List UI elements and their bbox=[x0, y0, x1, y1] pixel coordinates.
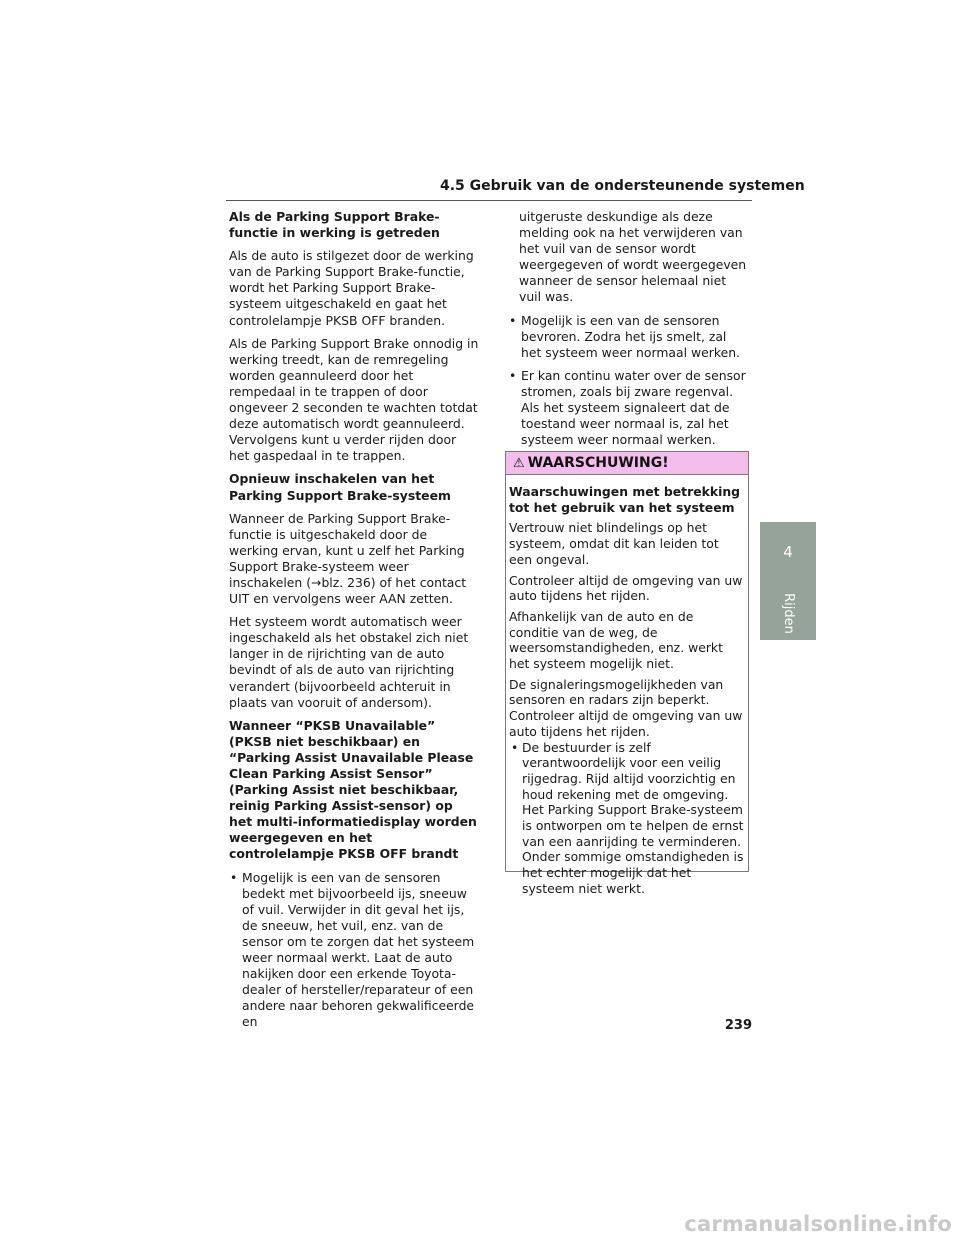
warning-header bbox=[506, 452, 748, 475]
warning-body bbox=[506, 475, 748, 897]
warning-paragraph: Afhankelijk van de auto en de conditie van de weg, de weersomstandigheden, enz. werkt het systeem mogelijk niet. bbox=[509, 608, 723, 672]
heading-reactivate: Opnieuw inschakelen van het Parking Support Brake-systeem bbox=[229, 471, 451, 503]
warning-list-item: • De bestuurder is zelf verantwoordelijk voor een veilig rijgedrag. Rijd altijd voorzichtig en houd rekening met de omgeving. Het Parking Support Brake-systeem is ontworpen om te helpen de ernst van een aanrijding te verminderen. Onder sommige omstandigheden is het echter mogelijk dat het systeem niet werkt. bbox=[509, 740, 745, 897]
warning-triangle-icon: ⚠ bbox=[513, 455, 525, 471]
chapter-label-text: Rijden bbox=[780, 592, 796, 634]
list-item: • Er kan continu water over de sensor stromen, zoals bij zware regenval. Als het systeem signaleert dat de toestand weer normaal is, zal het systeem weer normaal werken. bbox=[508, 368, 748, 448]
page-number: 239 bbox=[724, 1018, 752, 1033]
paragraph: Het systeem wordt automatisch weer ingeschakeld als het obstakel zich niet langer in de rijrichting van de auto bevindt of als de auto van rijrichting verandert (bijvoorbeeld achteruit in plaats van vooruit of andersom). bbox=[229, 614, 469, 710]
paragraph: Als de Parking Support Brake onnodig in werking treedt, kan de remregeling worden geannuleerd door het rempedaal in te trappen of door ongeveer 2 seconden te wachten totdat deze automatisch wordt geannuleerd. Vervolgens kunt u verder rijden door het gaspedaal in te trappen. bbox=[229, 335, 479, 464]
paragraph: Als de auto is stilgezet door de werking van de Parking Support Brake-functie, wordt het Parking Support Brake-systeem uitgeschakeld en gaat het controlelampje PKSB OFF branden. bbox=[229, 248, 474, 328]
warning-paragraph: Controleer altijd de omgeving van uw auto tijdens het rijden. bbox=[509, 572, 743, 604]
list-item: • Mogelijk is een van de sensoren bevroren. Zodra het ijs smelt, zal het systeem weer normaal werken. bbox=[508, 313, 748, 361]
left-column bbox=[229, 209, 479, 1038]
chapter-number: 4 bbox=[783, 543, 793, 561]
warning-heading: Waarschuwingen met betrekking tot het gebruik van het systeem bbox=[509, 484, 741, 515]
warning-paragraph: Vertrouw niet blindelings op het systeem, omdat dit kan leiden tot een ongeval. bbox=[509, 520, 719, 567]
heading-brake-activated: Als de Parking Support Brake-functie in werking is getreden bbox=[229, 209, 440, 241]
heading-unavailable-message: Wanneer “PKSB Unavailable” (PKSB niet beschikbaar) en “Parking Assist Unavailable Please Clean Parking Assist Sensor” (Parking Assist niet beschikbaar, reinig Parking Assist-sensor) op het multi-informatiedisplay worden weergegeven en het controlelampje PKSB OFF brandt bbox=[229, 717, 477, 862]
right-column bbox=[508, 209, 748, 455]
list-item-continued: uitgeruste deskundige als deze melding ook na het verwijderen van het vuil van de sensor wordt weergegeven of wordt weergegeven wanneer de sensor helemaal niet vuil was. bbox=[519, 209, 747, 305]
chapter-label bbox=[760, 586, 816, 640]
list-item: • Mogelijk is een van de sensoren bedekt met bijvoorbeeld ijs, sneeuw of vuil. Verwijder in dit geval het ijs, de sneeuw, het vuil, enz. van de sensor om te zorgen dat het systeem weer normaal werkt. Laat de auto nakijken door een erkende Toyota-dealer of hersteller/reparateur of een andere naar behoren gekwalificeerde en bbox=[229, 870, 479, 1031]
header-divider bbox=[226, 200, 752, 201]
section-title: 4.5 Gebruik van de ondersteunende systemen bbox=[440, 178, 805, 194]
paragraph: Wanneer de Parking Support Brake-functie is uitgeschakeld door de werking ervan, kunt u zelf het Parking Support Brake-systeem weer inschakelen (→blz. 236) of het contact UIT en vervolgens weer AAN zetten. bbox=[229, 510, 467, 607]
warning-paragraph: De signaleringsmogelijkheden van sensoren en radars zijn beperkt. Controleer altijd de omgeving van uw auto tijdens het rijden. bbox=[509, 676, 743, 739]
watermark: carmanualsonline.info bbox=[684, 1212, 952, 1236]
warning-box bbox=[505, 451, 749, 896]
warning-label: WAARSCHUWING! bbox=[527, 455, 669, 471]
